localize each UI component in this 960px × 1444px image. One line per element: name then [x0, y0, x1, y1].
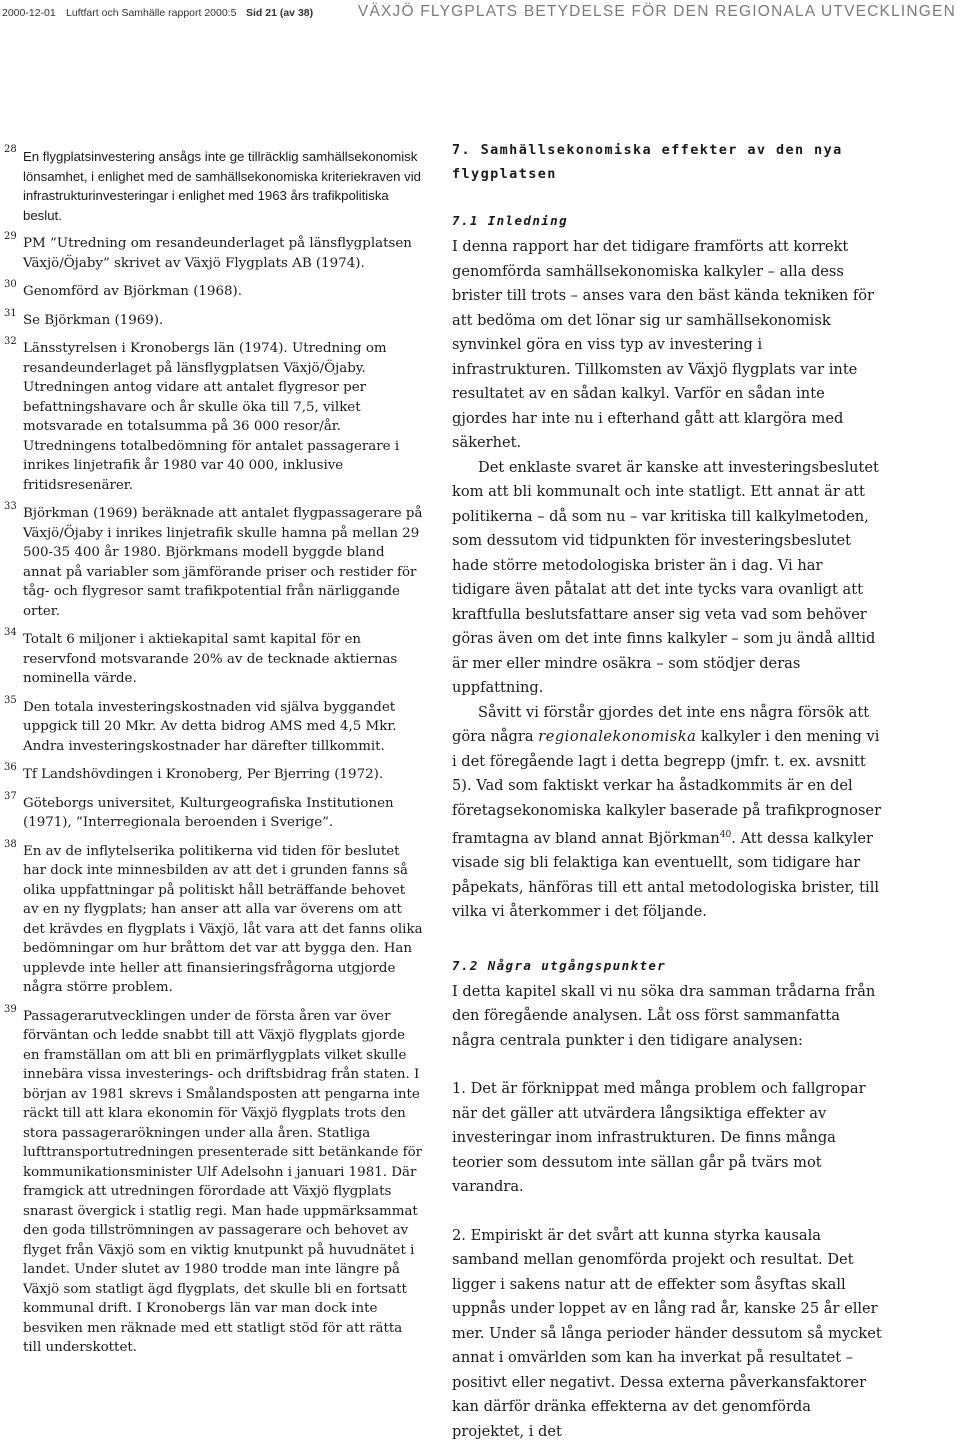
footnote-number: 30: [4, 279, 17, 290]
paragraph-text: kalkyler i den mening vi i det föregående lagt i detta begrepp (jmfr. t. ex. avsnitt 5). Vad som faktiskt verkar ha åstadkommits är en del företagsekonomiska kalkyler baserade på trafikprognoser framtagna av bland annat Björkman: [452, 728, 882, 847]
footnote-text: Totalt 6 miljoner i aktiekapital samt kapital för en reservfond motsvarande 20% av de tecknade aktiernas nominella värde.: [23, 632, 398, 686]
header-page: Sid 21 (av 38): [246, 7, 314, 19]
footnote: [4, 307, 424, 331]
page-header: [0, 0, 960, 28]
footnote-number: 39: [4, 1003, 17, 1015]
footnote: [4, 144, 424, 225]
paragraph-text: . Att dessa kalkyler visade sig bli felaktiga kan eventuellt, som tidigare har påpekats, hänföras till ett antal metodologiska brister, till vilka vi återkommer i det följande.: [452, 829, 880, 921]
footnote-text: Passagerarutvecklingen under de första åren var över förväntan och ledde snabbt till att Växjö flygplats gjorde en framställan om att bli en primärflygplats vilket skulle innebära vissa investerings- och driftsbidrag från staten. I början av 1981 skrevs i Smålandsposten att pengarna inte räckt till att klara ekonomin för Växjö flygplats trots den stora passagerarökningen under alla åren. Statliga lufttransportutredningen presenterade sitt betänkande för kommunikationsminister Ulf Adelsohn i januari 1981. Där framgick att utredningen förordade att Växjö flygplats snarast övergick i statlig regi. Man hade uppmärksammat den goda tillströmningen av passagerare och behovet av flyget från Växjö som en viktig knutpunkt på huvudnätet i landet. Under slutet av 1980 trodde man inte längre på Växjö som statligt ägd flygplats, det skulle bli en fortsatt kommunal drift. I Kronobergs län var man dock inte besviken men räknade med ett statligt stöd för att rätta till underskottet.: [23, 1008, 423, 1355]
footnote-text: En av de inflytelserika politikerna vid tiden för beslutet har dock inte minnesbilden av att det i grunden fanns så olika uppfattningar på politiskt håll beträffande behovet av en ny flygplats; han anser att alla var överens om att det krävdes en flygplats i Växjö, låt vara att det fanns olika bedömningar om hur bråttom det var att bygga den. Han upplevde inte heller att finansieringsfrågorna utgjorde några större problem.: [23, 843, 423, 995]
footnote-text: Se Björkman (1969).: [23, 312, 164, 328]
header-title: VÄXJÖ FLYGPLATS BETYDELSE FÖR DEN REGIONALA UTVECKLINGEN: [357, 3, 956, 20]
footnote: [4, 231, 424, 273]
emphasized-term: regionalekonomiska: [538, 728, 697, 745]
footnote-number: 28: [4, 144, 17, 155]
footnote-reference: 40: [719, 830, 732, 840]
body-paragraph: Det enklaste svaret är kanske att investeringsbeslutet kom att bli kommunalt och inte statligt. Ett annat är att politikerna – då som nu – var kritiska till kalkylmetoden, som dessutom vid tidpunkten för investeringsbeslutet hade större metodologiska brister än i dag. Vi har tidigare även påtalat att det inte tycks vara ovanligt att kraftfulla beslutsfattare anser sig veta vad som behöver göras även om det inte finns kalkyler – som ju ändå alltid är mer eller mindre osäkra – som stödjer deras uppfattning.: [452, 458, 879, 696]
footnote-number: 36: [4, 762, 17, 773]
footnote-text: Göteborgs universitet, Kulturgeografiska Institutionen (1971), ”Interregionala beroenden i Sverige”.: [23, 795, 394, 830]
footnote: [4, 279, 424, 302]
main-text-column: [452, 138, 882, 1444]
footnote: [4, 627, 424, 689]
list-item: 2. Empiriskt är det svårt att kunna styrka kausala samband mellan genomförda projekt och resultat. Det ligger i sakens natur att de effekter som åsyftas skall uppnås under loppet av en lång rad år, kanske 25 år eller mer. Under så långa perioder händer dessutom så mycket annat i omvärlden som kan ha inverkat på resultatet – positivt eller negativt. Dessa externa påverkansfaktorer kan därför dränka effekterna av det genomförda projektet, i det: [452, 1226, 882, 1440]
footnote-text: Länsstyrelsen i Kronobergs län (1974). Utredning om resandeunderlaget på länsflygplatsen Växjö/Öjaby. Utredningen antog vidare att antalet flygresor per befattningshavare och år skulle öka till 7,5, vilket motsvarade en totalsumma på 36 000 resor/år. Utredningens totalbedömning för antalet passagerare i inrikes linjetrafik år 1980 var 40 000, inklusive fritidsresenärer.: [23, 341, 400, 493]
body-paragraph: [452, 701, 882, 925]
header-report: Luftfart och Samhälle rapport 2000:5: [66, 7, 237, 19]
footnote: [4, 694, 424, 757]
footnote-number: 32: [4, 336, 17, 347]
body-paragraph: I denna rapport har det tidigare framförts att korrekt genomförda samhällsekonomiska kalkyler – alla dess brister till trots – anses vara den bäst kända tekniken för att bedöma om det lönar sig ur samhällsekonomisk synvinkel göra en viss typ av investering i infrastrukturen. Tillkomsten av Växjö flygplats var inte resultatet av en sådan kalkyl. Varför en sådan inte gjordes har inte nu i efterhand gått att klargöra med säkerhet.: [452, 238, 875, 451]
footnote-number: 35: [4, 694, 17, 706]
footnote: [4, 501, 424, 621]
subsection-heading: 7.1 Inledning: [452, 213, 569, 228]
footnote-number: 31: [4, 307, 17, 319]
footnote-text: Björkman (1969) beräknade att antalet flygpassagerare på Växjö/Öjaby i inrikes linjetrafik skulle hamna på mellan 29 500-35 400 år 1980. Björkmans modell byggde bland annat på variabler som jämförande priser och restider för tåg- och flygresor samt trafikpotential från närliggande orter.: [23, 506, 423, 619]
footnote: [4, 762, 424, 785]
footnote-number: 34: [4, 627, 17, 638]
footnote-text: En flygplatsinvestering ansågs inte ge tillräcklig samhällsekonomisk lönsamhet, i enlighet med de samhällsekonomiska kriteriekraven vid infrastrukturinvesteringar i enlighet med 1963 års trafikpolitiska beslut.: [23, 149, 422, 223]
footnote-number: 38: [4, 838, 17, 850]
footnote-number: 29: [4, 231, 17, 242]
footnote: [4, 790, 424, 833]
footnote: [4, 1003, 424, 1358]
section-heading: 7. Samhällsekonomiska effekter av den nya flygplatsen: [452, 142, 843, 182]
body-paragraph: I detta kapitel skall vi nu söka dra samman trådarna från den föregående analysen. Låt oss först sammanfatta några centrala punkter i den tidigare analysen:: [452, 982, 876, 1049]
footnote-text: Tf Landshövdingen i Kronoberg, Per Bjerring (1972).: [23, 767, 384, 782]
footnote-text: Den totala investeringskostnaden vid själva byggandet uppgick till 20 Mkr. Av detta bidrog AMS med 4,5 Mkr. Andra investeringskostnader har därefter tillkommit.: [23, 699, 397, 754]
subsection-heading: 7.2 Några utgångspunkter: [452, 957, 667, 973]
list-item: 1. Det är förknippat med många problem och fallgropar när det gäller att utvärdera långsiktiga effekter av investeringar inom infrastrukturen. De finns många teorier som dessutom inte sällan går på tvärs mot varandra.: [452, 1080, 866, 1196]
footnote-text: Genomförd av Björkman (1968).: [23, 284, 242, 299]
paragraph-text: Såvitt vi förstår gjordes det inte ens några försök att göra några: [452, 703, 870, 745]
footnote: [4, 838, 424, 998]
footnote-number: 37: [4, 790, 17, 802]
footnote: [4, 336, 424, 495]
footnote-text: PM ”Utredning om resandeunderlaget på länsflygplatsen Växjö/Öjaby” skrivet av Växjö Flygplats AB (1974).: [23, 236, 412, 271]
footnote-number: 33: [4, 501, 17, 512]
footnotes-column: [4, 144, 424, 1367]
header-date: 2000-12-01: [2, 7, 56, 19]
